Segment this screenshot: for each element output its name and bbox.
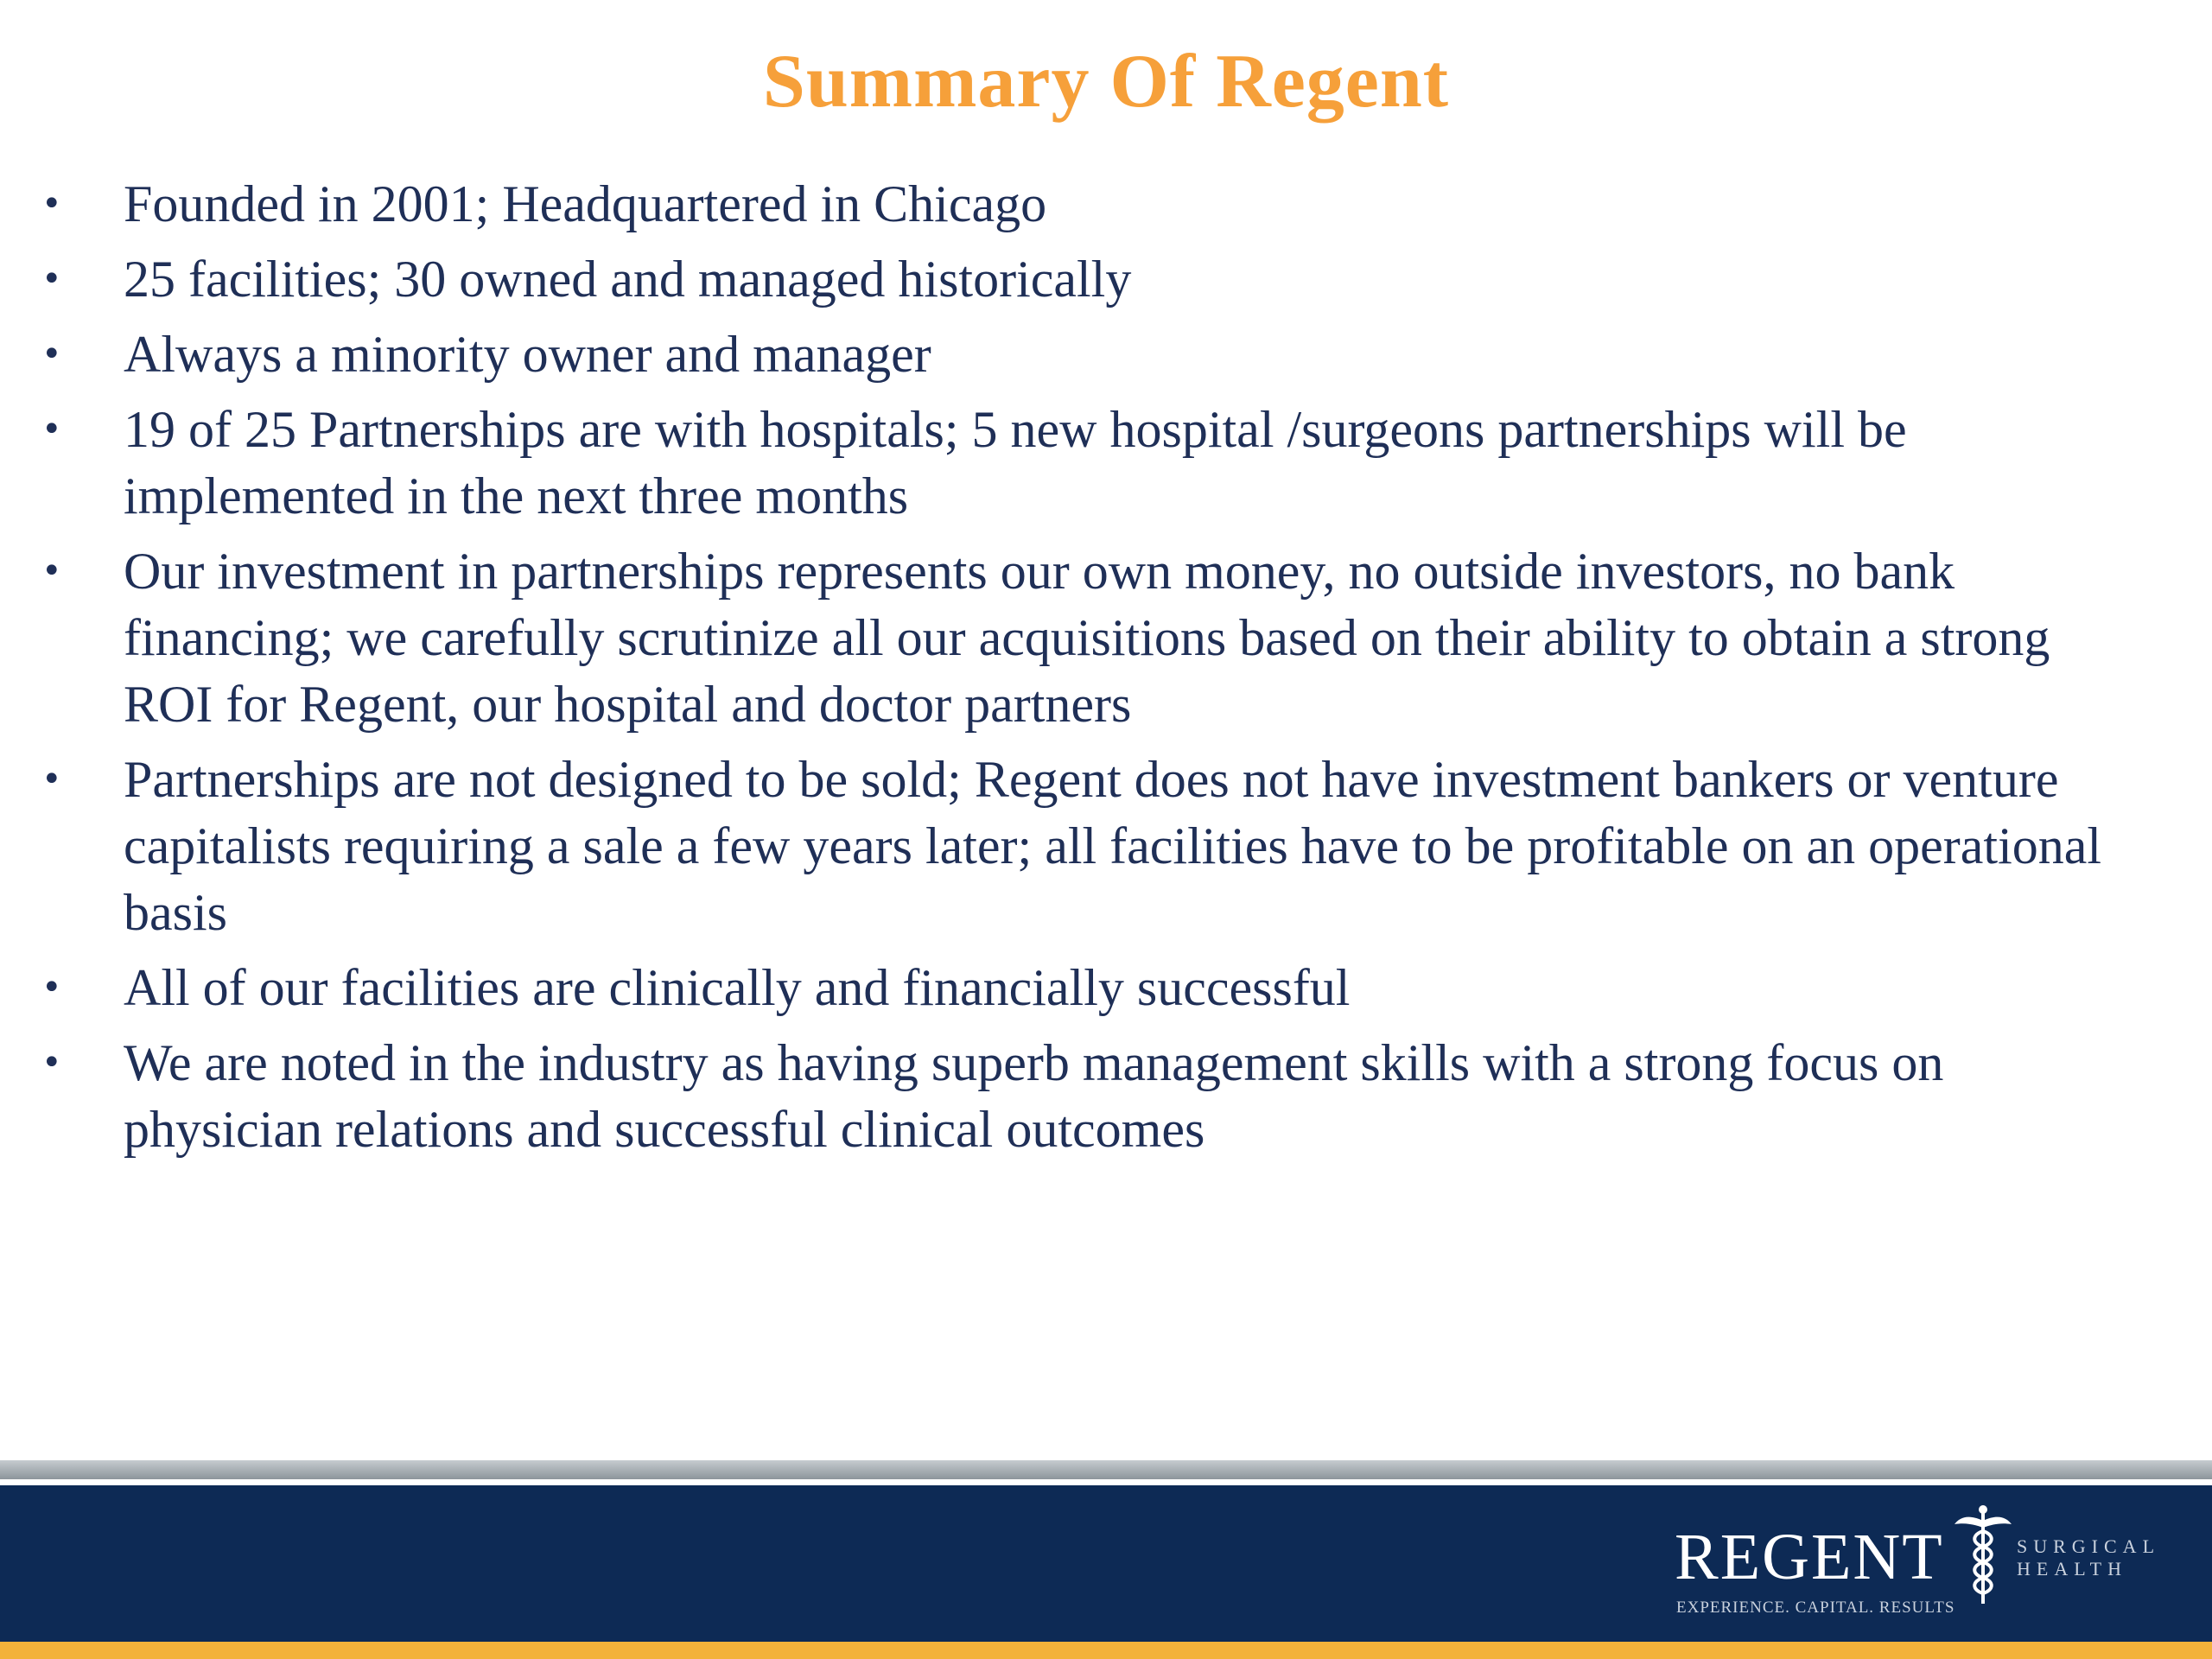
logo-health: HEALTH (2017, 1558, 2127, 1580)
bullet-item (41, 538, 2150, 738)
bullet-icon: • (41, 968, 62, 1007)
bullet-icon: • (41, 259, 62, 299)
bullet-icon: • (41, 184, 62, 224)
bullet-icon: • (41, 551, 62, 591)
bullet-list (41, 171, 2150, 1172)
bullet-text: We are noted in the industry as having superb management skills with a strong focus on physician relations and successful clinical outcomes (124, 1034, 1944, 1158)
logo-tagline: EXPERIENCE. CAPITAL. RESULTS (1676, 1599, 1955, 1617)
footer-accent-stripe (0, 1642, 2212, 1659)
bullet-item (41, 747, 2150, 946)
logo-surgical: SURGICAL (2017, 1535, 2161, 1557)
bullet-text: All of our facilities are clinically and financially successful (124, 959, 1351, 1016)
bullet-item (41, 1030, 2150, 1163)
regent-logo (1675, 1502, 2161, 1623)
bullet-text: 19 of 25 Partnerships are with hospitals; 5 new hospital /surgeons partnerships will be implemented in the next three months (124, 401, 1907, 524)
bullet-text: Founded in 2001; Headquartered in Chicago (124, 175, 1047, 232)
bullet-text: Our investment in partnerships represents our own money, no outside investors, no bank financing; we carefully scrutinize all our acquisitions based on their ability to obtain a strong ROI for Regent, our hospital and doctor partners (124, 543, 2050, 733)
slide-title: Summary Of Regent (762, 40, 1450, 124)
bullet-text: Always a minority owner and manager (124, 326, 931, 383)
bullet-item (41, 397, 2150, 530)
logo-wordmark: REGENT (1675, 1521, 1944, 1593)
bullet-item (41, 246, 2150, 313)
bullet-icon: • (41, 1043, 62, 1083)
bullet-item (41, 321, 2150, 388)
bullet-item (41, 955, 2150, 1021)
footer-gap (0, 1479, 2212, 1485)
bullet-text: Partnerships are not designed to be sold; Regent does not have investment bankers or venture capitalists requiring a sale a few years later; all facilities have to be profitable on an operational basis (124, 751, 2102, 941)
caduceus-icon (1953, 1502, 2013, 1605)
footer-divider (0, 1460, 2212, 1479)
bullet-text: 25 facilities; 30 owned and managed historically (124, 251, 1132, 308)
bullet-icon: • (41, 334, 62, 374)
bullet-icon: • (41, 760, 62, 799)
bullet-item (41, 171, 2150, 238)
bullet-icon: • (41, 410, 62, 449)
